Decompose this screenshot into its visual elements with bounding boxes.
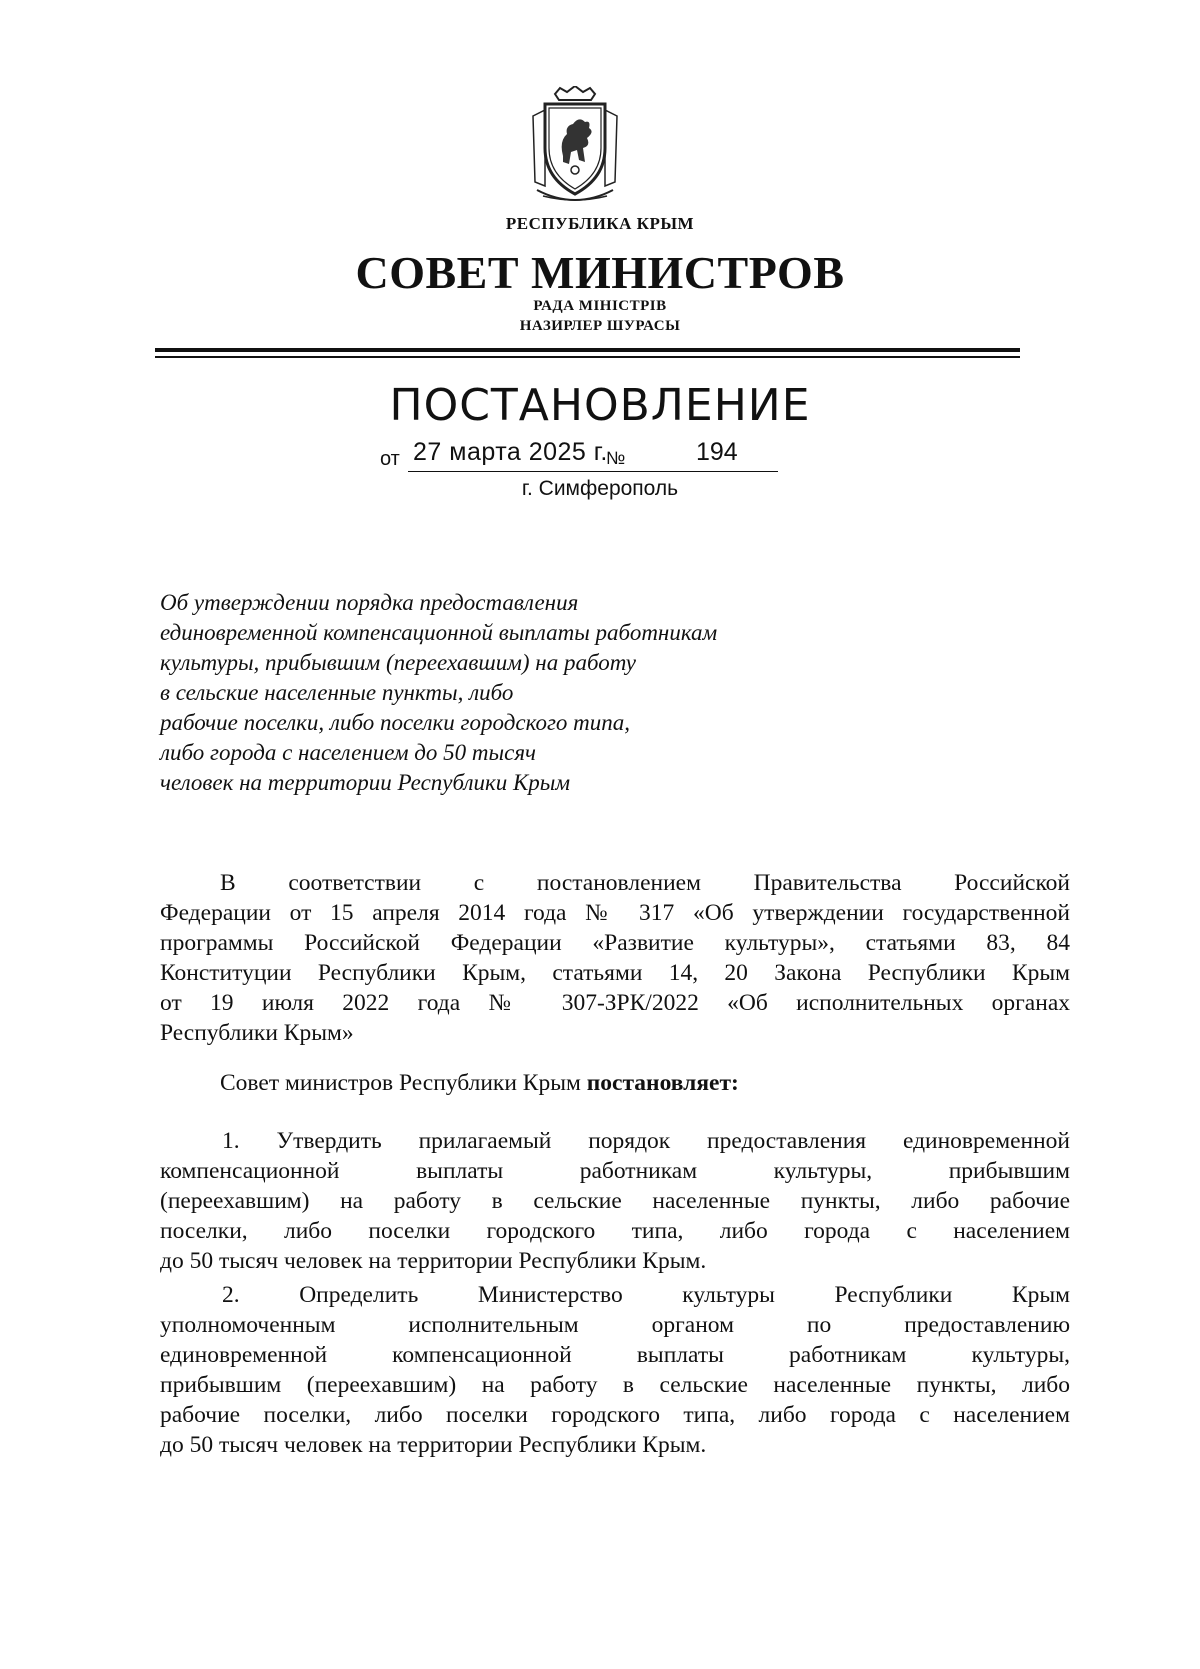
header-divider-thick [155,348,1020,352]
paragraph-line: уполномоченным исполнительным органом по предоставлению [160,1312,1070,1338]
title-line: культуры, прибывшим (переехавшим) на работу [160,650,636,675]
document-type-title: ПОСТАНОВЛЕНИЕ [389,380,811,431]
paragraph-line: В соответствии с постановлением Правительства Российской [220,870,1070,896]
preamble-paragraph [160,868,1070,1048]
decree-statement [160,1068,1070,1098]
paragraph-line: поселки, либо поселки городского типа, либо города с населением [160,1218,1070,1244]
document-city: г. Симферополь [521,477,679,500]
decree-lead: Совет министров Республики Крым [220,1070,581,1096]
date-prefix: от [380,448,400,470]
title-line: в сельские населенные пункты, либо [160,680,514,705]
paragraph-line: прибывшим (переехавшим) на работу в сельские населенные пункты, либо [160,1372,1070,1398]
crimea-coat-of-arms-icon [525,86,625,206]
paragraph-line: программы Российской Федерации «Развитие культуры», статьями 83, 84 [160,930,1070,956]
document-number: 194 [696,438,738,466]
item-1-paragraph [160,1126,1070,1276]
title-line: рабочие поселки, либо поселки городского типа, [160,710,631,735]
council-name-crimean-tatar: НАЗИРЛЕР ШУРАСЫ [519,318,681,334]
council-name: СОВЕТ МИНИСТРОВ [355,247,845,298]
paragraph-line: 1. Утвердить прилагаемый порядок предоставления единовременной [222,1128,1070,1154]
date-number-row [380,438,780,472]
title-line: человек на территории Республики Крым [160,770,571,795]
republic-name: РЕСПУБЛИКА КРЫМ [505,214,695,233]
paragraph-line: до 50 тысяч человек на территории Республики Крым. [160,1432,707,1458]
paragraph-line: (переехавшим) на работу в сельские населенные пункты, либо рабочие [160,1188,1070,1214]
document-title [160,588,860,798]
document-date: 27 марта 2025 г. [413,438,608,466]
paragraph-line: рабочие поселки, либо поселки городского типа, либо города с населением [160,1402,1070,1428]
header-divider-thin [155,356,1020,358]
paragraph-line: единовременной компенсационной выплаты работникам культуры, [160,1342,1070,1368]
decree-verb: постановляет: [586,1070,739,1096]
date-underline [408,471,778,472]
item-2-paragraph [160,1280,1070,1460]
paragraph-line: Федерации от 15 апреля 2014 года № 317 «Об утверждении государственной [160,900,1070,926]
title-line: Об утверждении порядка предоставления [160,590,579,615]
council-name-ukrainian: РАДА МІНІСТРІВ [533,298,667,314]
paragraph-line: 2. Определить Министерство культуры Республики Крым [222,1282,1070,1308]
title-line: либо города с населением до 50 тысяч [160,740,536,765]
paragraph-line: до 50 тысяч человек на территории Республики Крым. [160,1248,707,1274]
paragraph-line: Конституции Республики Крым, статьями 14, 20 Закона Республики Крым [160,960,1070,986]
number-label: № [606,448,626,468]
title-line: единовременной компенсационной выплаты работникам [160,620,718,645]
paragraph-line: Республики Крым» [160,1020,354,1046]
paragraph-line: компенсационной выплаты работникам культуры, прибывшим [160,1158,1070,1184]
paragraph-line: от 19 июля 2022 года № 307-ЗРК/2022 «Об исполнительных органах [160,990,1070,1016]
